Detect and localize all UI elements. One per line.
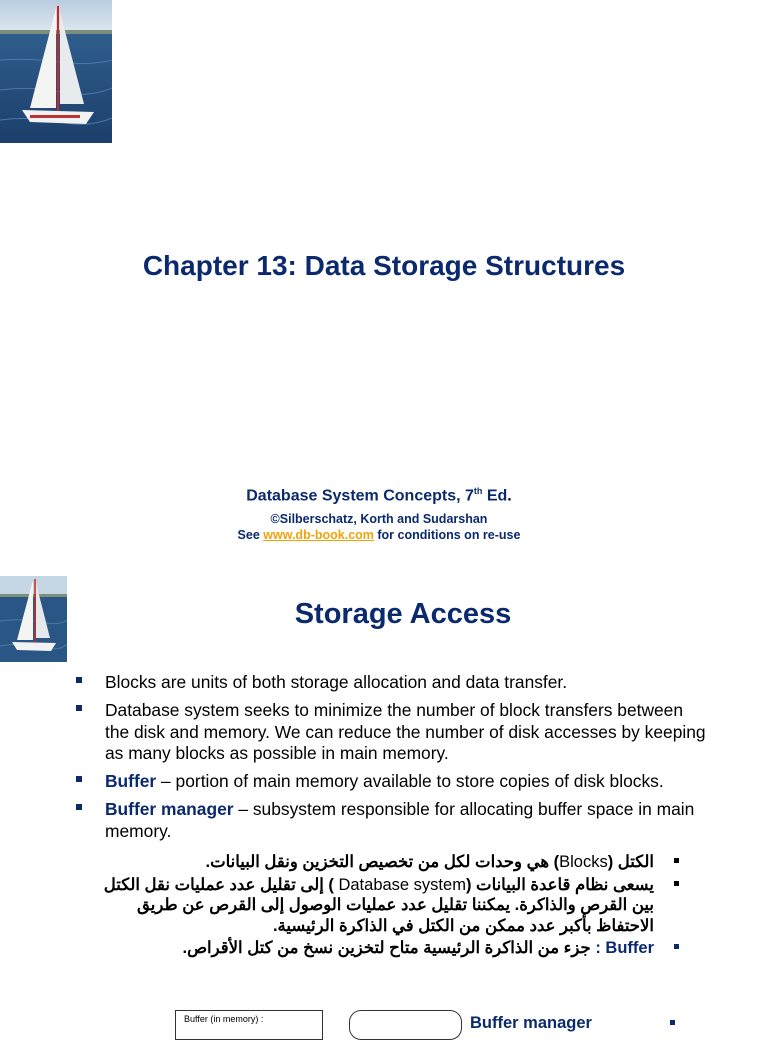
chapter-title: Chapter 13: Data Storage Structures	[142, 250, 626, 281]
bullet-marker	[674, 881, 679, 886]
arabic-bullet-list	[100, 852, 685, 961]
book-title: Database System Concepts, 7th Ed.	[246, 486, 512, 505]
buffer-manager-partial-text: Buffer manager	[470, 1014, 592, 1032]
list-item: Buffer manager – subsystem responsible for allocating buffer space in main memory.	[76, 799, 706, 842]
list-item: الكتل (Blocks) هي وحدات لكل من تخصيص التخزين ونقل البيانات.	[100, 852, 685, 873]
buffer-diagram-rounded-box	[349, 1010, 462, 1040]
list-item: Buffer – portion of main memory available to store copies of disk blocks.	[76, 771, 706, 793]
bullet-marker	[76, 677, 82, 683]
sailboat-image	[0, 0, 112, 143]
book-website-link[interactable]: www.db-book.com	[263, 528, 374, 542]
list-item: Blocks are units of both storage allocation and data transfer.	[76, 672, 706, 694]
bullet-marker	[674, 944, 679, 949]
bullet-marker	[670, 1020, 675, 1025]
english-bullet-list	[76, 672, 706, 849]
bullet-marker	[76, 804, 82, 810]
bullet-marker	[76, 705, 82, 711]
list-item: يسعى نظام قاعدة البيانات (Database system ) إلى تقليل عدد عمليات نقل الكتل بين القرص والذاكرة. يمكننا تقليل عدد عمليات الوصول إلى القرص عن طريق الاحتفاظ بأكبر عدد ممكن من الكتل في الذاكرة الرئيسية.	[100, 875, 685, 937]
buffer-diagram-box: Buffer (in memory) :	[175, 1010, 323, 1040]
bullet-marker	[674, 858, 679, 863]
bullet-marker	[76, 776, 82, 782]
list-item: Buffer : جزء من الذاكرة الرئيسية متاح لتخزين نسخ من كتل الأقراص.	[100, 938, 685, 959]
section-title: Storage Access	[294, 598, 512, 630]
list-item: Database system seeks to minimize the number of block transfers between the disk and memory. We can reduce the number of disk accesses by keeping as many blocks as possible in main memory.	[76, 700, 706, 765]
reuse-line: See www.db-book.com for conditions on re-use	[237, 528, 521, 542]
copyright-line: ©Silberschatz, Korth and Sudarshan	[270, 512, 488, 526]
